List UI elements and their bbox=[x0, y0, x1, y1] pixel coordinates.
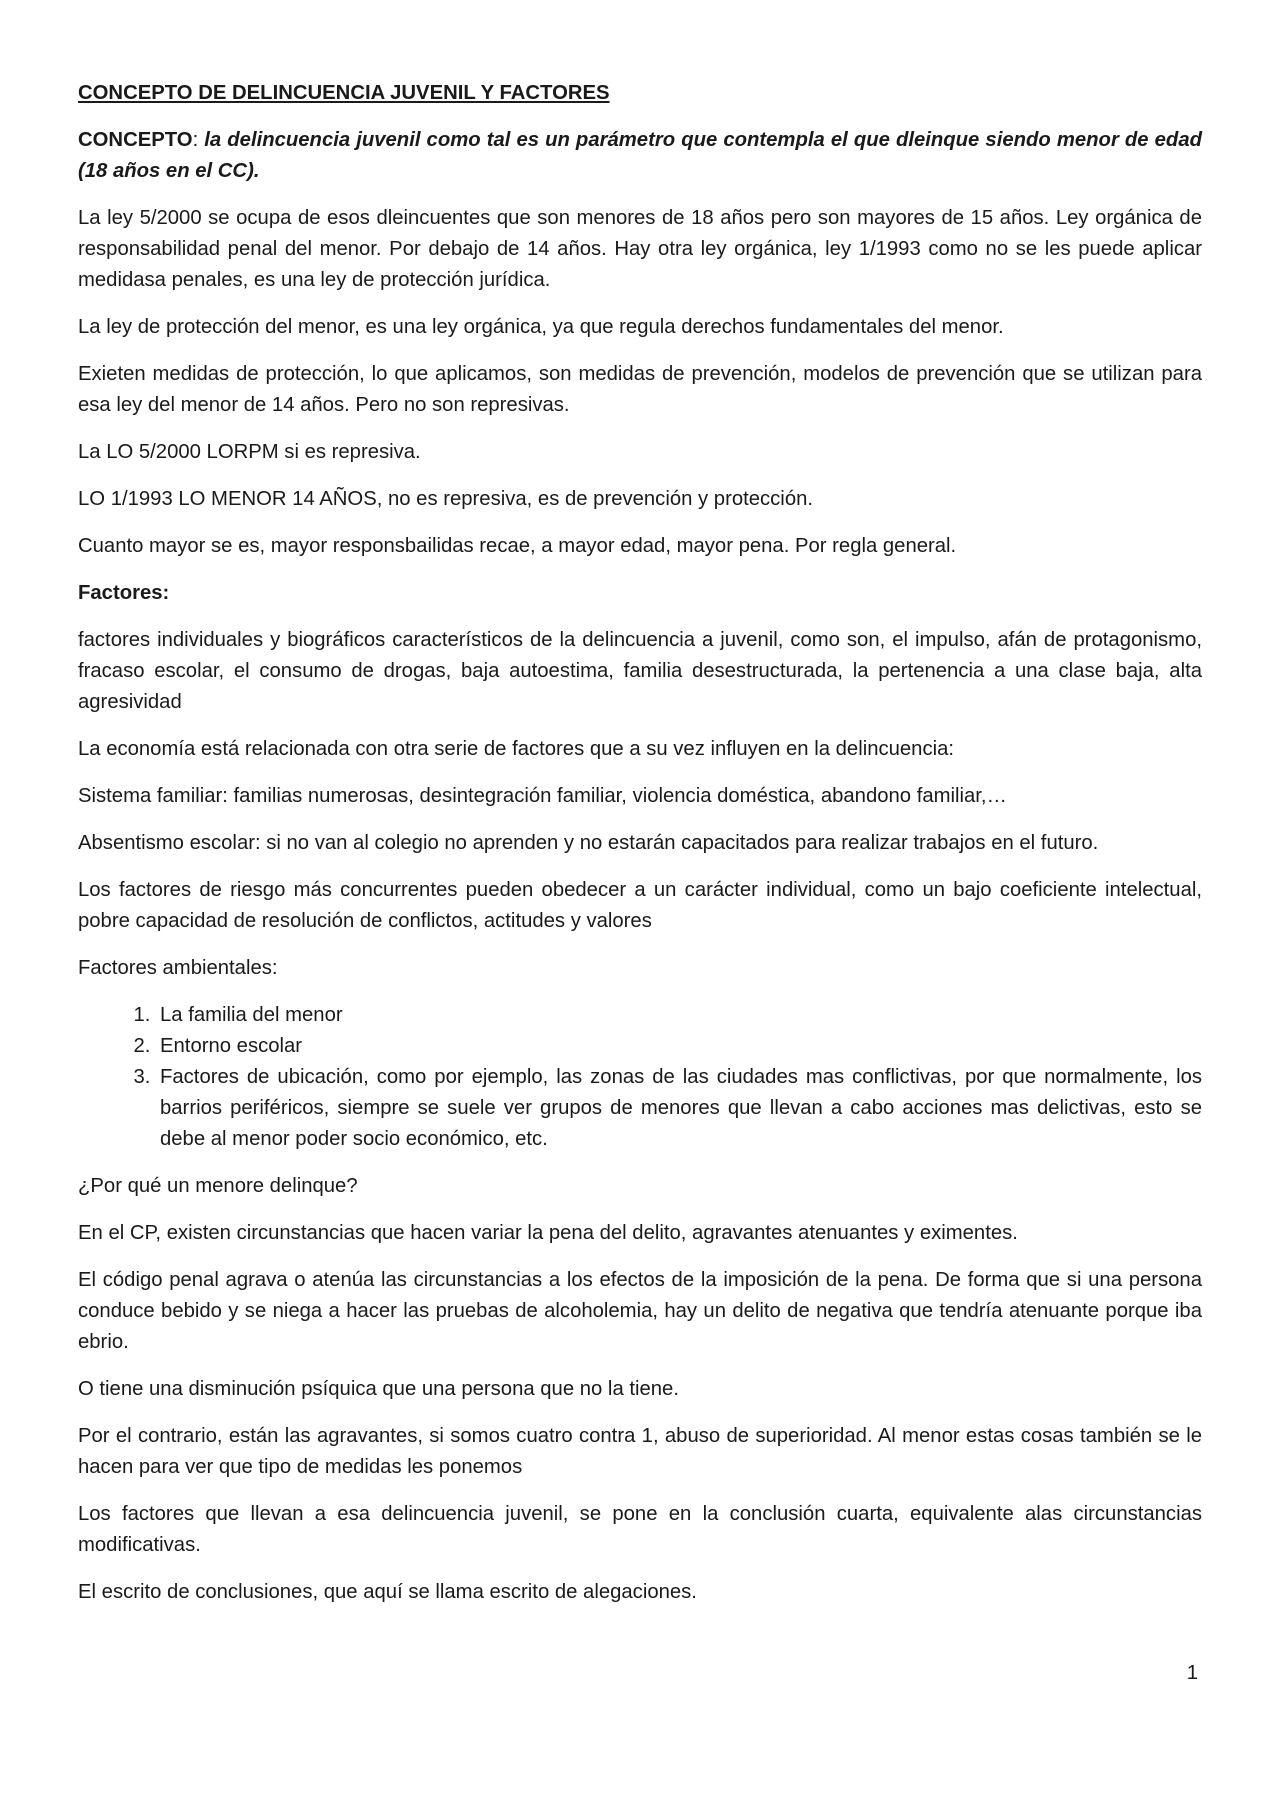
paragraph-factores-individuales: factores individuales y biográficos característicos de la delincuencia a juvenil, como son, el impulso, afán de protagonismo, fracaso escolar, el consumo de drogas, baja autoestima, familia desestructurada, la pertenencia a una clase baja, alta agresividad bbox=[78, 629, 1202, 713]
list-item: 2. Entorno escolar bbox=[156, 1031, 1202, 1062]
paragraph-ley-proteccion: La ley de protección del menor, es una ley orgánica, ya que regula derechos fundamentales del menor. bbox=[78, 316, 1004, 338]
concept-definition: la delincuencia juvenil como tal es un parámetro que contempla el que dleinque siendo menor de edad (18 años en el CC). bbox=[78, 129, 1202, 182]
paragraph-factores-riesgo: Los factores de riesgo más concurrentes pueden obedecer a un carácter individual, como un bajo coeficiente intelectual, pobre capacidad de resolución de conflictos, actitudes y valores bbox=[78, 879, 1202, 932]
paragraph-escrito-conclusiones: El escrito de conclusiones, que aquí se llama escrito de alegaciones. bbox=[78, 1581, 697, 1603]
concept-colon: : bbox=[192, 129, 199, 151]
paragraph-medidas-proteccion: Exieten medidas de protección, lo que aplicamos, son medidas de prevención, modelos de prevención que se utilizan para esa ley del menor de 14 años. Pero no son represivas. bbox=[78, 363, 1202, 416]
paragraph-circunstancias-cp: En el CP, existen circunstancias que hacen variar la pena del delito, agravantes atenuantes y eximentes. bbox=[78, 1222, 1018, 1244]
paragraph-absentismo: Absentismo escolar: si no van al colegio no aprenden y no estarán capacitados para realizar trabajos en el futuro. bbox=[78, 832, 1099, 854]
document-title: CONCEPTO DE DELINCUENCIA JUVENIL Y FACTORES bbox=[78, 82, 610, 104]
factores-ambientales-list bbox=[78, 1000, 1202, 1155]
factores-ambientales-heading: Factores ambientales: bbox=[78, 957, 278, 979]
paragraph-responsabilidad: Cuanto mayor se es, mayor responsbailidas recae, a mayor edad, mayor pena. Por regla general. bbox=[78, 535, 957, 557]
paragraph-sistema-familiar: Sistema familiar: familias numerosas, desintegración familiar, violencia doméstica, abandono familiar,… bbox=[78, 785, 1007, 807]
factores-heading: Factores: bbox=[78, 582, 170, 604]
paragraph-por-que-delinque: ¿Por qué un menore delinque? bbox=[78, 1175, 358, 1197]
paragraph-disminucion-psiquica: O tiene una disminución psíquica que una persona que no la tiene. bbox=[78, 1378, 679, 1400]
paragraph-conclusion-cuarta: Los factores que llevan a esa delincuencia juvenil, se pone en la conclusión cuarta, equivalente alas circunstancias modificativas. bbox=[78, 1503, 1202, 1556]
page-number: 1 bbox=[1186, 1662, 1198, 1684]
list-item: 3. Factores de ubicación, como por ejemplo, las zonas de las ciudades mas conflictivas, por que normalmente, los barrios periféricos, siempre se suele ver grupos de menores que llevan a cabo acciones mas delictivas, esto se debe al menor poder socio económico, etc. bbox=[156, 1062, 1202, 1155]
concept-paragraph bbox=[78, 125, 1202, 187]
paragraph-ley-5-2000: La ley 5/2000 se ocupa de esos dleincuentes que son menores de 18 años pero son mayores de 15 años. Ley orgánica de responsabilidad penal del menor. Por debajo de 14 años. Hay otra ley orgánica, ley 1/1993 como no se les puede aplicar medidasa penales, es una ley de protección jurídica. bbox=[78, 207, 1202, 291]
paragraph-economia: La economía está relacionada con otra serie de factores que a su vez influyen en la delincuencia: bbox=[78, 738, 955, 760]
paragraph-lo-1-1993: LO 1/1993 LO MENOR 14 AÑOS, no es represiva, es de prevención y protección. bbox=[78, 488, 814, 510]
document-body bbox=[78, 78, 1202, 1608]
concept-label: CONCEPTO bbox=[78, 129, 193, 151]
paragraph-agravantes: Por el contrario, están las agravantes, si somos cuatro contra 1, abuso de superioridad. Al menor estas cosas también se le hacen para ver que tipo de medidas les ponemos bbox=[78, 1425, 1202, 1478]
list-item: 1. La familia del menor bbox=[156, 1000, 1202, 1031]
paragraph-lorpm: La LO 5/2000 LORPM si es represiva. bbox=[78, 441, 421, 463]
paragraph-codigo-penal: El código penal agrava o atenúa las circunstancias a los efectos de la imposición de la pena. De forma que si una persona conduce bebido y se niega a hacer las pruebas de alcoholemia, hay un delito de negativa que tendría atenuante porque iba ebrio. bbox=[78, 1269, 1202, 1353]
